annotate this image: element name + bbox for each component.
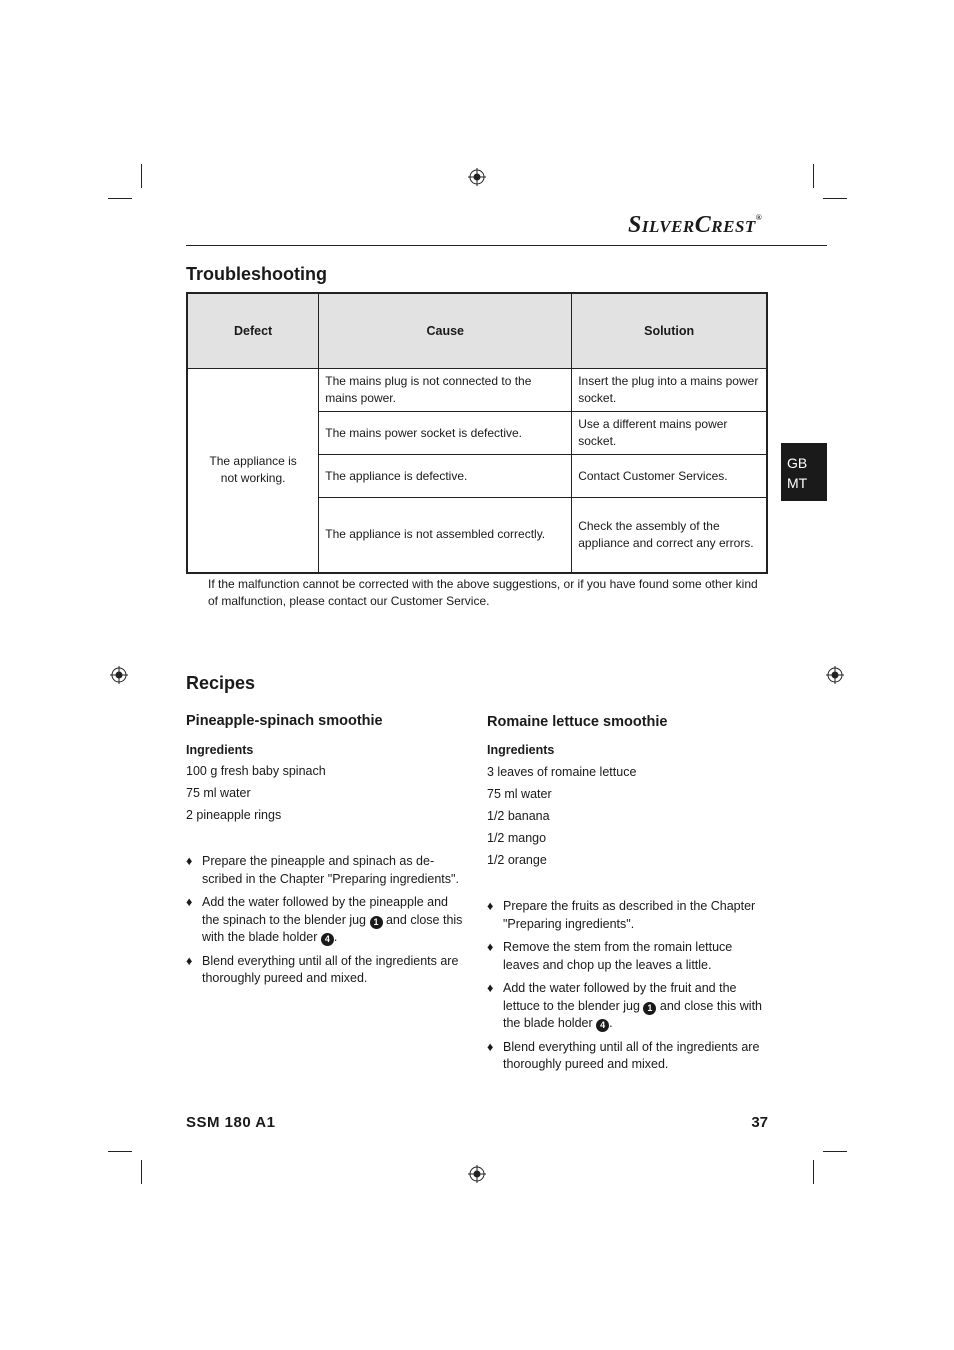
brand-logo [628,212,762,239]
registered-mark: ® [755,213,763,222]
crop-mark [141,1160,142,1184]
language-tab-line-1: GB [787,455,808,471]
part-number-4-icon: 4 [321,933,334,946]
cause-cell: The appliance is defective. [319,455,572,498]
ingredient-item: 100 g fresh baby spinach [186,764,326,778]
ingredients-label: Ingredients [186,743,254,757]
list-item [487,898,769,933]
ingredient-item: 75 ml water [487,787,552,801]
crop-mark [108,198,132,199]
list-item [487,939,769,974]
ingredient-item: 1/2 banana [487,809,550,823]
ingredient-item: 1/2 mango [487,831,547,845]
table-row [187,369,767,412]
crop-mark [141,164,142,188]
diamond-bullet-icon: ♦ [186,854,193,868]
list-item [487,980,769,1033]
step-text: Blend everything until all of the ingredients are thoroughly pureed and mixed. [202,953,459,985]
crop-mark [823,1151,847,1152]
brand-text-rest: REST [711,217,756,236]
troubleshooting-note: If the malfunction cannot be corrected with the above suggestions, or if you have found some other kind of malfunction, please contact our Customer Service. [208,577,758,608]
crop-mark [813,164,814,188]
defect-cell [187,369,319,573]
ingredient-item: 1/2 orange [487,853,547,867]
part-number-4-icon: 4 [596,1019,609,1032]
column-header-solution: Solution [572,293,767,369]
list-item [186,894,466,947]
cause-cell: The appliance is not assembled correctly. [319,498,572,573]
troubleshooting-title: Troubleshooting [186,264,327,284]
crop-mark [813,1160,814,1184]
diamond-bullet-icon: ♦ [487,940,494,954]
ingredient-item: 3 leaves of romaine lettuce [487,765,637,779]
recipe-title-pineapple-spinach: Pineapple-spinach smoothie [186,713,383,729]
table-header-row [187,293,767,369]
solution-cell: Insert the plug into a mains power socket. [572,369,767,412]
defect-text: The appliance is not working. [209,454,297,486]
ingredient-item: 2 pineapple rings [186,808,282,822]
solution-cell: Use a different mains power socket. [572,412,767,455]
step-text: Add the water followed by the fruit and the lettuce to the blender jug [503,981,737,1013]
diamond-bullet-icon: ♦ [487,1039,494,1054]
troubleshooting-table [186,292,768,574]
language-tab [781,443,827,501]
diamond-bullet-icon: ♦ [487,899,494,913]
step-period: . [333,930,338,944]
cause-cell: The mains power socket is defective. [319,412,572,455]
ingredient-item: 75 ml water [186,786,251,800]
step-period: . [609,1016,613,1030]
column-header-cause: Cause [319,293,572,369]
crop-mark [108,1151,132,1152]
cause-cell: The mains plug is not connected to the mains power. [319,369,572,412]
diamond-bullet-icon: ♦ [487,981,494,995]
step-text: Prepare the pineapple and spinach as de-scribed in the Chapter "Preparing ingredients". [202,854,459,886]
steps-list [186,853,466,994]
list-item [487,1039,769,1074]
brand-initial-s: S [628,212,642,238]
step-text: and close this with the blade holder [202,912,463,944]
part-number-1-icon: 1 [643,1002,656,1015]
solution-cell: Check the assembly of the appliance and correct any errors. [572,498,767,573]
step-text: Add the water followed by the pineapple and the spinach to the blender jug [202,895,449,927]
recipes-title: Recipes [186,673,256,693]
ingredients-label: Ingredients [487,743,555,757]
part-number-1-icon: 1 [370,916,383,929]
column-header-defect: Defect [187,293,319,369]
registration-mark-icon [826,666,844,684]
step-text: Blend everything until all of the ingredients are thoroughly pureed and mixed. [503,1039,760,1071]
brand-initial-c: C [694,212,712,238]
page-number: 37 [751,1114,768,1131]
list-item [186,853,466,888]
header-rule [186,245,827,246]
model-number: SSM 180 A1 [186,1114,276,1131]
recipe-title-romaine-lettuce: Romaine lettuce smoothie [487,714,668,730]
step-text: Prepare the fruits as described in the Chapter "Preparing ingredients". [503,899,756,931]
diamond-bullet-icon: ♦ [186,895,193,909]
brand-text-ilver: ILVER [641,217,695,236]
registration-mark-icon [468,1165,486,1183]
list-item [186,953,466,988]
diamond-bullet-icon: ♦ [186,953,193,968]
step-text: Remove the stem from the romain lettuce leaves and chop up the leaves a little. [503,940,733,972]
registration-mark-icon [110,666,128,684]
registration-mark-icon [468,168,486,186]
language-tab-line-2: MT [787,475,808,491]
solution-cell: Contact Customer Services. [572,455,767,498]
crop-mark [823,198,847,199]
steps-list [487,898,769,1080]
step-text: and close this with the blade holder [503,998,763,1030]
